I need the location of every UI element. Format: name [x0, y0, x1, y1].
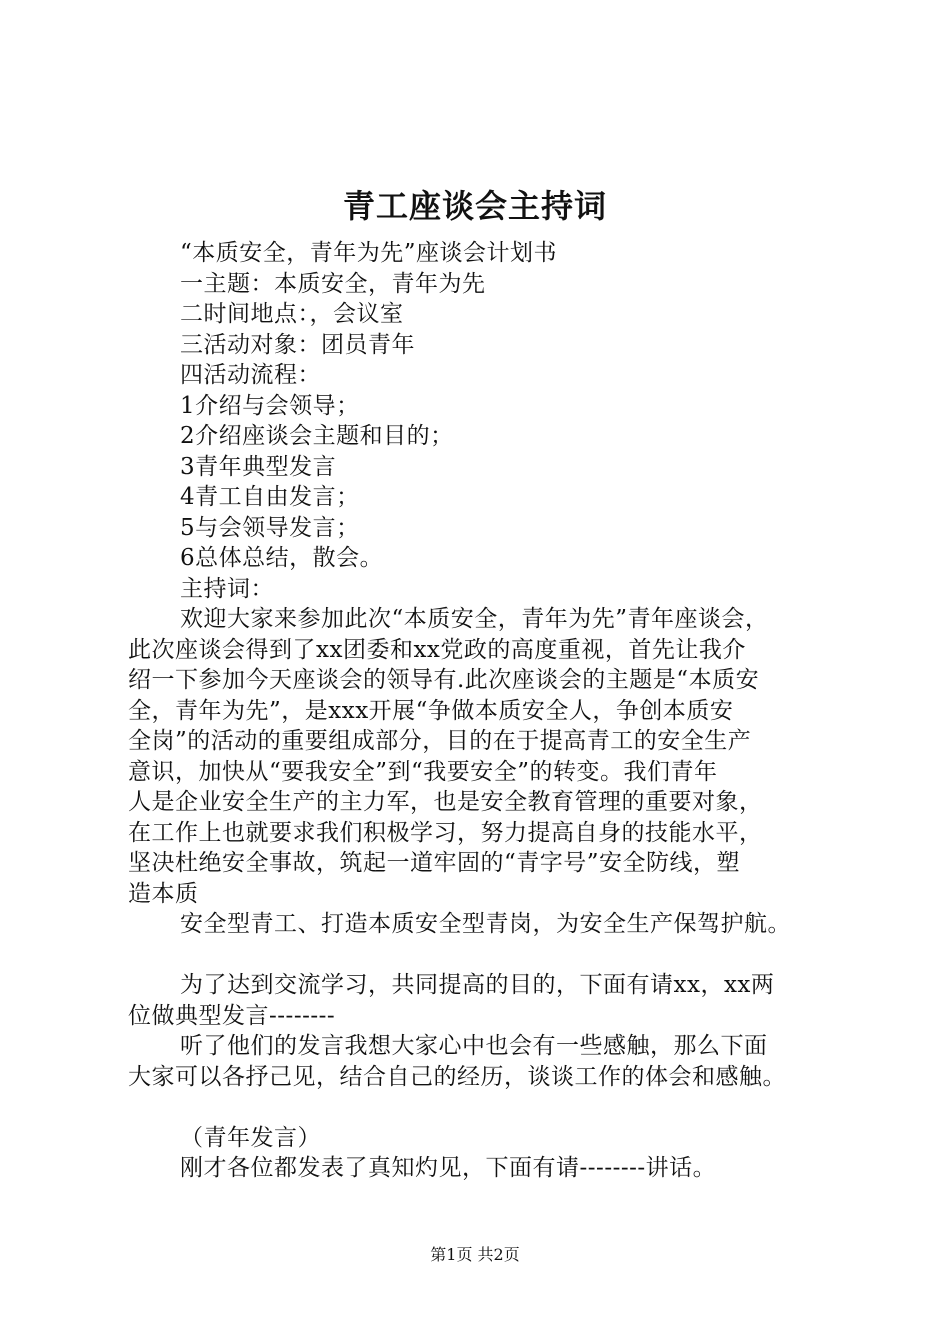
paragraph-line: 绍一下参加今天座谈会的领导有.此次座谈会的主题是“本质安 — [128, 667, 760, 693]
paragraph-line: 刚才各位都发表了真知灼见，下面有请--------讲话。 — [180, 1155, 717, 1181]
plan-item-theme: 一主题：本质安全，青年为先 — [180, 270, 486, 297]
plan-item-time-place: 二时间地点：，会议室 — [180, 301, 404, 327]
paragraph-line: 人是企业安全生产的主力军，也是安全教育管理的重要对象， — [128, 789, 763, 815]
host-script-label: 主持词： — [180, 575, 274, 602]
paragraph-line: 坚决杜绝安全事故，筑起一道牢固的“青字号”安全防线，塑 — [128, 850, 741, 876]
paragraph-line: 位做典型发言-------- — [128, 1002, 336, 1029]
page-footer: 第1页 共2页 — [430, 1245, 520, 1264]
paragraph-line: 造本质 — [128, 880, 199, 907]
process-step: 5与会领导发言； — [180, 514, 360, 541]
paragraph-line: 安全型青工、打造本质安全型青岗，为安全生产保驾护航。 — [180, 911, 791, 937]
paragraph-line: 此次座谈会得到了xx团委和xx党政的高度重视，首先让我介 — [128, 636, 746, 663]
document-title: 青工座谈会主持词 — [342, 187, 607, 225]
paragraph-line: 欢迎大家来参加此次“本质安全，青年为先”青年座谈会， — [180, 606, 769, 632]
paragraph-line: 全，青年为先”，是xxx开展“争做本质安全人，争创本质安 — [128, 697, 734, 724]
paragraph-line: 在工作上也就要求我们积极学习，努力提高自身的技能水平， — [128, 819, 763, 846]
paragraph-line: （青年发言） — [180, 1124, 321, 1151]
process-step: 3青年典型发言 — [180, 453, 337, 480]
paragraph-line: 全岗”的活动的重要组成部分，目的在于提高青工的安全生产 — [128, 728, 752, 754]
process-step: 6总体总结，散会。 — [180, 545, 384, 571]
paragraph-line: 大家可以各抒己见，结合自己的经历，谈谈工作的体会和感触。 — [128, 1063, 786, 1090]
process-step: 2介绍座谈会主题和目的； — [180, 423, 454, 449]
paragraph-gap — [128, 1092, 838, 1123]
plan-item-audience: 三活动对象：团员青年 — [180, 331, 415, 358]
plan-item-process: 四活动流程： — [180, 362, 321, 388]
plan-heading: “本质安全，青年为先”座谈会计划书 — [180, 240, 558, 266]
paragraph-line: 为了达到交流学习，共同提高的目的，下面有请xx，xx两 — [180, 972, 775, 998]
process-step: 1介绍与会领导； — [180, 392, 360, 419]
paragraph-line: 意识，加快从“要我安全”到“我要安全”的转变。我们青年 — [128, 758, 718, 785]
document-body — [128, 238, 838, 1184]
process-step: 4青工自由发言； — [180, 484, 360, 510]
paragraph-gap — [128, 940, 838, 971]
paragraph-line: 听了他们的发言我想大家心中也会有一些感触，那么下面 — [180, 1033, 768, 1059]
